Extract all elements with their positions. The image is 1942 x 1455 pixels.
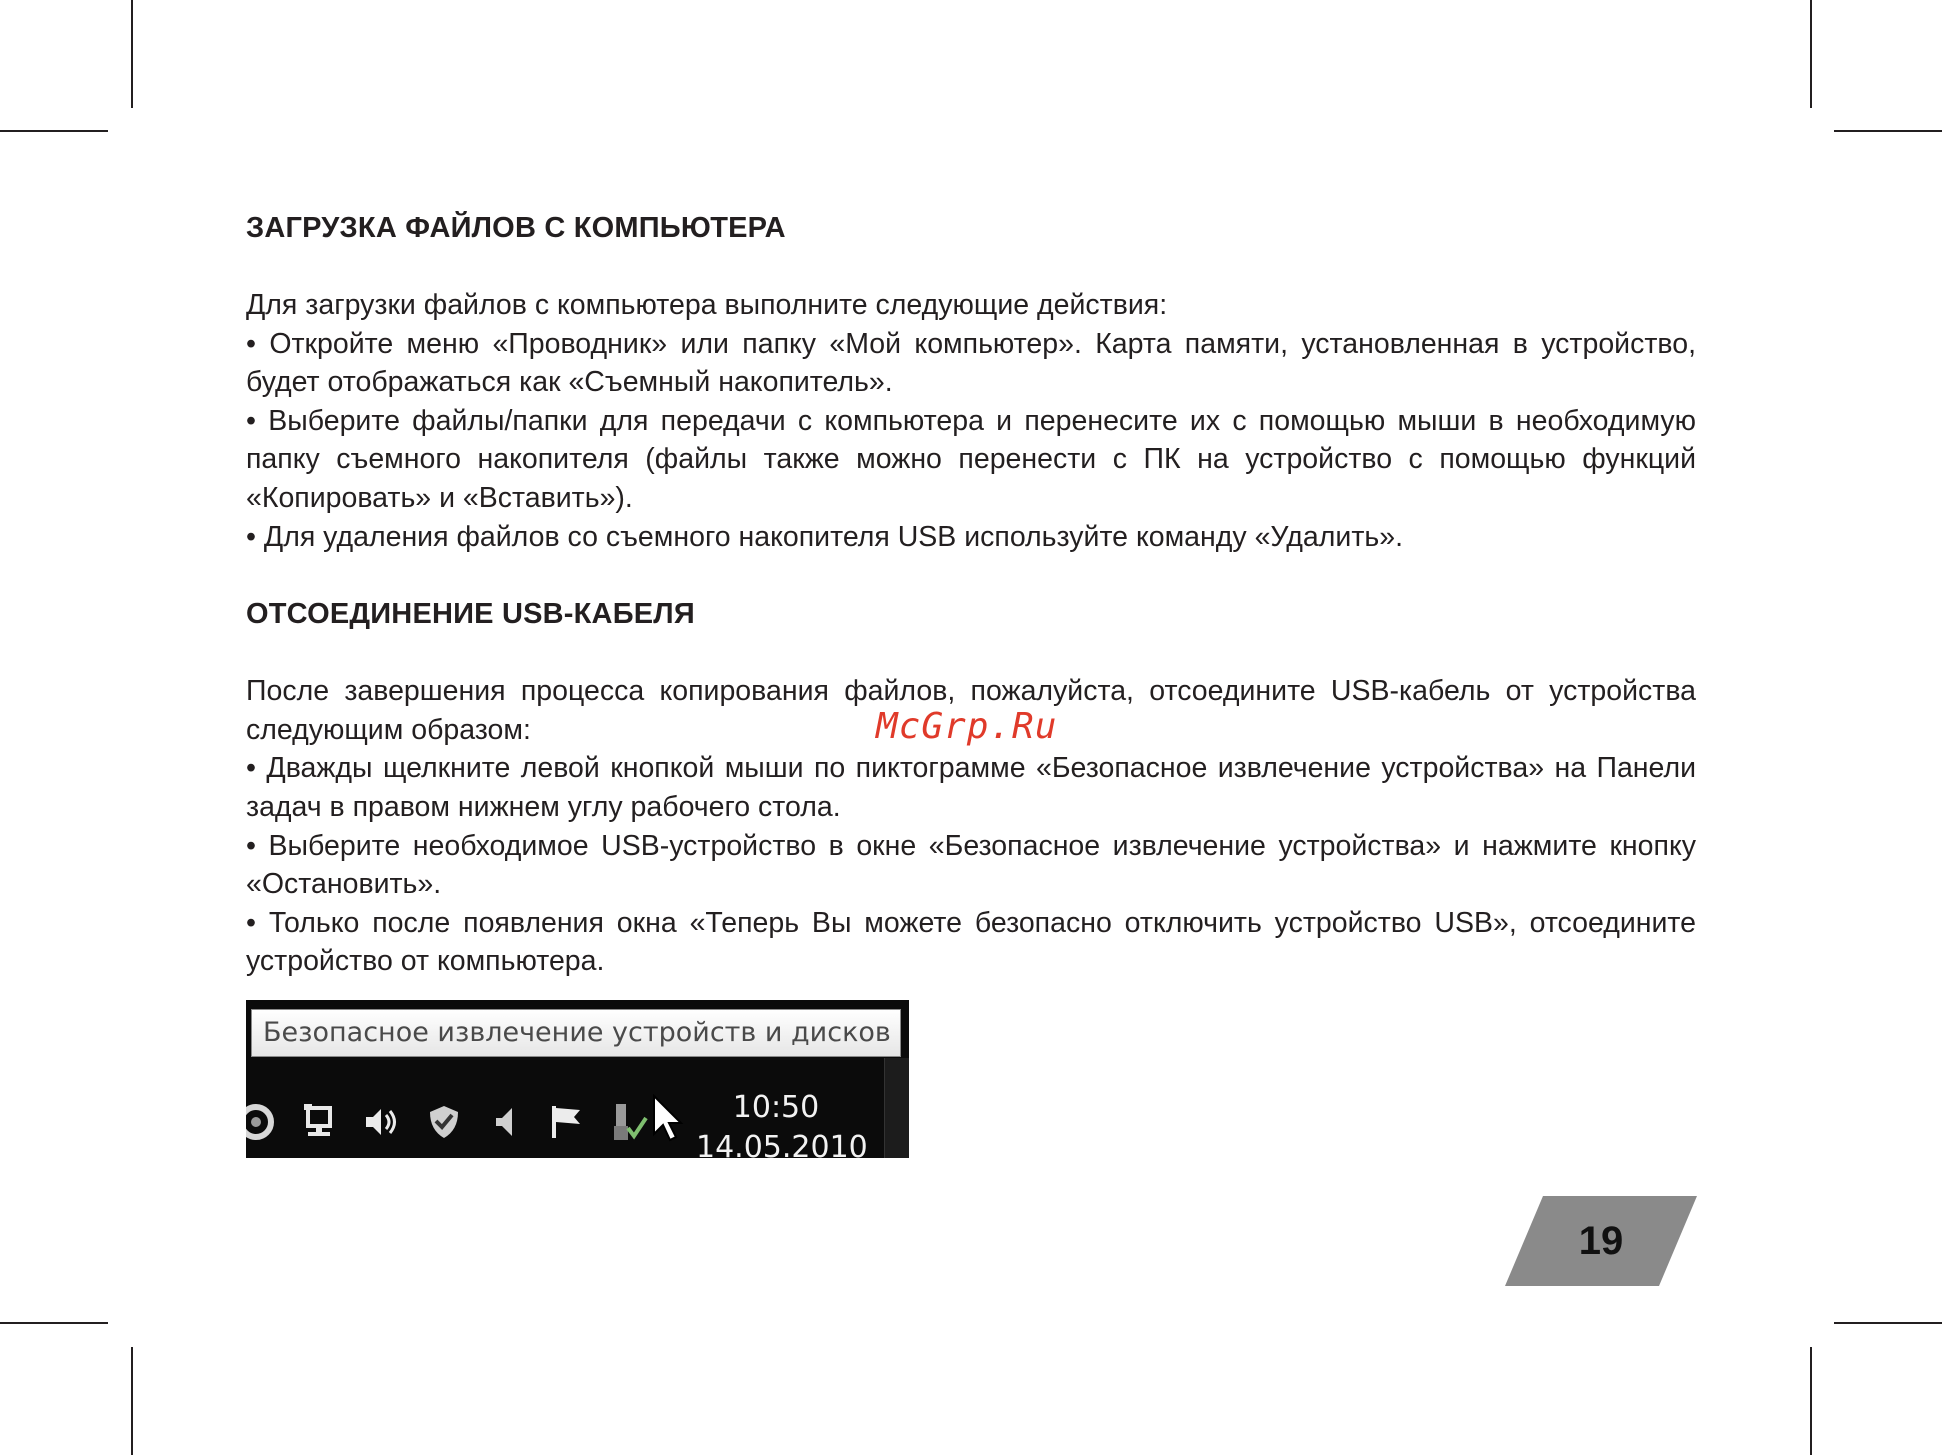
safely-remove-hardware-icon[interactable] <box>610 1102 650 1142</box>
security-shield-icon[interactable] <box>424 1102 464 1142</box>
paragraph: После завершения процесса копирования файлов, пожалуйста, отсоедините USB-кабель от устройства следующим образом: <box>246 675 1696 746</box>
crop-mark <box>0 130 108 132</box>
crop-mark <box>131 1347 133 1455</box>
paragraph: • Выберите файлы/папки для передачи с компьютера и перенесите их с помощью мыши в необходимую папку съемного накопителя (файлы также можно перенести с ПК на устройство с помощью функций «Копировать» и «Вставить»). <box>246 404 1696 514</box>
clock-time: 10:50 <box>732 1090 820 1125</box>
paragraph: • Для удаления файлов со съемного накопителя USB используйте команду «Удалить». <box>246 520 1403 553</box>
volume-icon[interactable] <box>362 1102 402 1142</box>
crop-mark <box>1810 0 1812 108</box>
tooltip: Безопасное извлечение устройств и дисков <box>251 1009 901 1057</box>
crop-mark <box>0 1322 108 1324</box>
network-icon[interactable] <box>302 1102 342 1142</box>
paragraph: • Выберите необходимое USB-устройство в окне «Безопасное извлечение устройства» и нажмите кнопку «Остановить». <box>246 829 1696 901</box>
page-content <box>246 208 1696 981</box>
paragraph: • Откройте меню «Проводник» или папку «Мой компьютер». Карта памяти, установленная в устройство, будет отображаться как «Съемный накопитель». <box>246 327 1696 399</box>
page-number-tab <box>1505 1196 1697 1286</box>
section-title-usb-disconnect: ОТСОЕДИНЕНИЕ USB-КАБЕЛЯ <box>246 598 695 631</box>
app-icon[interactable] <box>246 1102 276 1142</box>
action-center-flag-icon[interactable] <box>546 1102 586 1142</box>
paragraph: Для загрузки файлов с компьютера выполните следующие действия: <box>246 289 1168 321</box>
clock[interactable] <box>696 1088 868 1158</box>
watermark: McGrp.Ru <box>876 706 1058 747</box>
paragraph: • Дважды щелкните левой кнопкой мыши по пиктограмме «Безопасное извлечение устройства» на Панели задач в правом нижнем углу рабочего стола. <box>246 752 1696 823</box>
crop-mark <box>1834 1322 1942 1324</box>
taskbar-screenshot <box>246 1000 909 1158</box>
speaker-icon[interactable] <box>486 1102 526 1142</box>
show-desktop-button[interactable] <box>884 1058 909 1158</box>
system-tray <box>246 1080 909 1158</box>
paragraph: • Только после появления окна «Теперь Вы можете безопасно отключить устройство USB», отсоедините устройство от компьютера. <box>246 906 1696 978</box>
crop-mark <box>1810 1347 1812 1455</box>
section-body-upload <box>246 286 1696 556</box>
mouse-cursor-icon <box>651 1094 685 1144</box>
clock-date: 14.05.2010 <box>696 1130 868 1158</box>
page-number: 19 <box>1578 1219 1624 1263</box>
crop-mark <box>131 0 133 108</box>
crop-mark <box>1834 130 1942 132</box>
section-title-upload: ЗАГРУЗКА ФАЙЛОВ С КОМПЬЮТЕРА <box>246 212 786 244</box>
